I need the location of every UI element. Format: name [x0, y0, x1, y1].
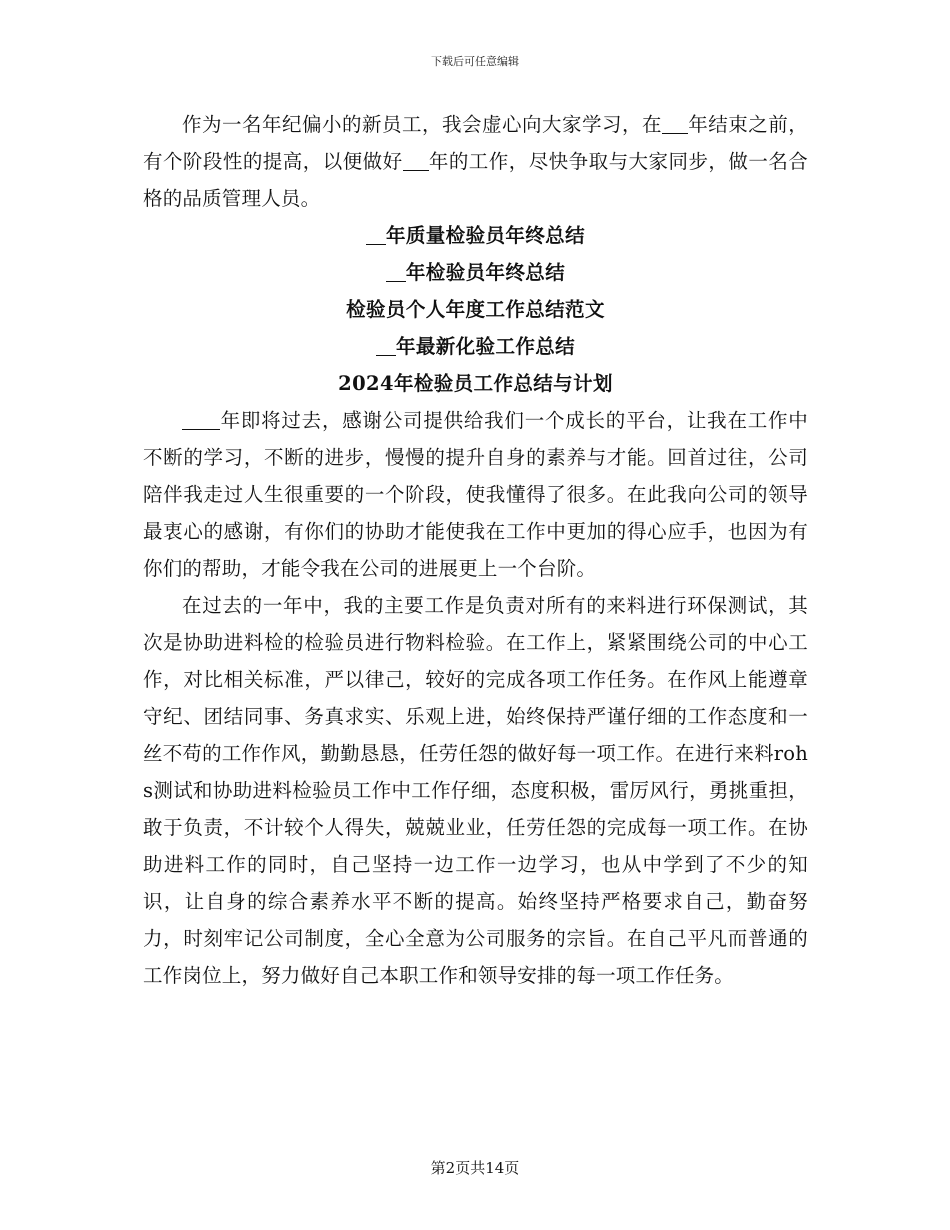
paragraph-gratitude: [143, 402, 808, 587]
page-footer: 第2页共14页: [430, 1159, 520, 1177]
page-header: 下载后可任意编辑: [431, 55, 519, 68]
related-title-text: 年最新化验工作总结: [395, 335, 576, 358]
fill-in-blank: [182, 409, 220, 430]
related-title: [143, 254, 808, 291]
related-title: [143, 328, 808, 365]
fill-in-blank: [403, 150, 429, 171]
paragraph-work-review: 在过去的一年中，我的主要工作是负责对所有的来料进行环保测试，其次是协助进料检的检验员进行物料检验。在工作上，紧紧围绕公司的中心工作，对比相关标准，严以律己，较好的完成各项工作任务。在作风上能遵章守纪、团结同事、务真求实、乐观上进，始终保持严谨仔细的工作态度和一丝不苟的工作作风，勤勤恳恳，任劳任怨的做好每一项工作。在进行来料rohs测试和协助进料检验员工作中工作仔细，态度积极，雷厉风行，勇挑重担，敢于负责，不计较个人得失，兢兢业业，任劳任怨的完成每一项工作。在协助进料工作的同时，自己坚持一边工作一边学习，也从中学到了不少的知识，让自身的综合素养水平不断的提高。始终坚持严格要求自己，勤奋努力，时刻牢记公司制度，全心全意为公司服务的宗旨。在自己平凡而普通的工作岗位上，努力做好自己本职工作和领导安排的每一项工作任务。: [143, 594, 808, 987]
paragraph-text: 年即将过去，感谢公司提供给我们一个成长的平台，让我在工作中不断的学习，不断的进步，慢慢的提升自身的素养与才能。回首过往，公司陪伴我走过人生很重要的一个阶段，使我懂得了很多。在此我向公司的领导最衷心的感谢，有你们的协助才能使我在工作中更加的得心应手，也因为有你们的帮助，才能令我在公司的进展更上一个台阶。: [143, 409, 808, 580]
paragraph-text: 年的工作，尽快争取与大家同步，做一名合格的品质管理人员。: [143, 150, 808, 210]
related-title: 检验员个人年度工作总结范文: [346, 298, 605, 321]
paragraph-text: 作为一名年纪偏小的新员工，我会虚心向大家学习，在: [182, 113, 662, 136]
fill-in-blank: [366, 224, 386, 245]
fill-in-blank: [662, 113, 688, 134]
related-title-text: 年检验员年终总结: [405, 261, 566, 284]
section-title: 2024年检验员工作总结与计划: [338, 372, 613, 395]
fill-in-blank: [386, 261, 406, 282]
paragraph-intro: [143, 106, 808, 217]
related-title: [143, 217, 808, 254]
fill-in-blank: [376, 335, 396, 356]
related-title-text: 年质量检验员年终总结: [385, 224, 585, 247]
paragraph-text: 年结束之前，有个阶段性的提高，以便做好: [143, 113, 808, 173]
document-body: [143, 106, 808, 994]
